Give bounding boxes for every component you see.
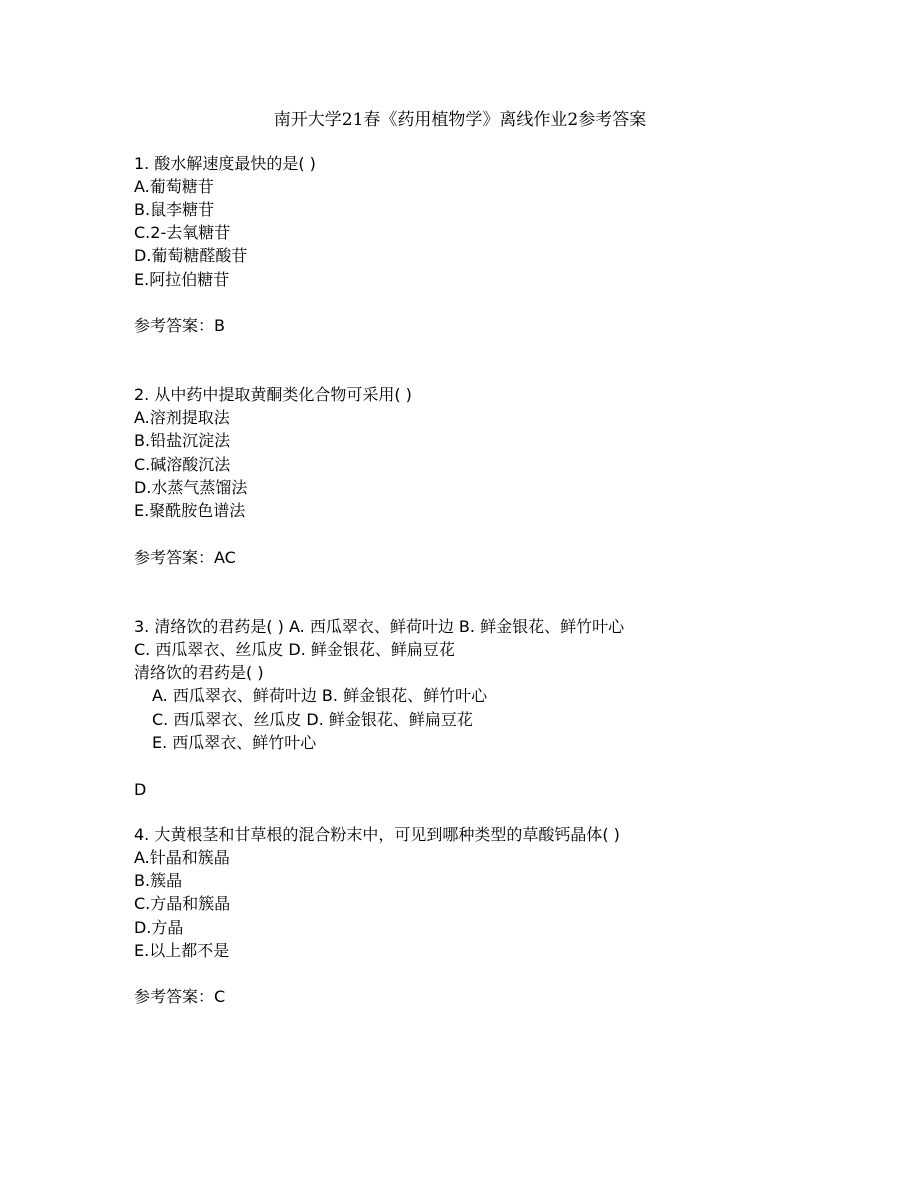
question-4-option-d: D.方晶: [134, 918, 184, 937]
question-3-option-ab: A. 西瓜翠衣、鲜荷叶边 B. 鲜金银花、鲜竹叶心: [152, 686, 488, 705]
question-2-option-c: C.碱溶酸沉法: [134, 455, 231, 474]
question-4-stem: 4. 大黄根茎和甘草根的混合粉末中，可见到哪种类型的草酸钙晶体( ): [134, 825, 620, 844]
question-2-option-a: A.溶剂提取法: [134, 408, 230, 427]
question-3-answer: D: [134, 780, 147, 799]
question-4-option-b: B.簇晶: [134, 871, 183, 890]
question-4-answer: 参考答案：C: [134, 987, 226, 1006]
question-4-option-c: C.方晶和簇晶: [134, 894, 231, 913]
question-2-option-e: E.聚酰胺色谱法: [134, 501, 246, 520]
question-2-option-d: D.水蒸气蒸馏法: [134, 478, 248, 497]
question-1-option-b: B.鼠李糖苷: [134, 200, 215, 219]
question-1-stem: 1. 酸水解速度最快的是( ): [134, 154, 316, 173]
question-3-option-e: E. 西瓜翠衣、鲜竹叶心: [152, 733, 317, 752]
question-2-answer: 参考答案：AC: [134, 548, 236, 567]
question-3-stem-line-2: C. 西瓜翠衣、丝瓜皮 D. 鲜金银花、鲜扁豆花: [134, 640, 455, 659]
question-3-option-cd: C. 西瓜翠衣、丝瓜皮 D. 鲜金银花、鲜扁豆花: [152, 710, 473, 729]
question-3-repeat-stem: 清络饮的君药是( ): [134, 663, 264, 682]
question-4-option-a: A.针晶和簇晶: [134, 848, 230, 867]
question-1-option-a: A.葡萄糖苷: [134, 177, 214, 196]
question-1-option-c: C.2-去氧糖苷: [134, 223, 231, 242]
question-2-stem: 2. 从中药中提取黄酮类化合物可采用( ): [134, 385, 412, 404]
question-1-option-e: E.阿拉伯糖苷: [134, 270, 230, 289]
question-1-answer: 参考答案：B: [134, 316, 225, 335]
question-1-option-d: D.葡萄糖醛酸苷: [134, 246, 248, 265]
document-title: 南开大学21春《药用植物学》离线作业2参考答案: [273, 110, 647, 130]
question-3-stem-line-1: 3. 清络饮的君药是( ) A. 西瓜翠衣、鲜荷叶边 B. 鲜金银花、鲜竹叶心: [134, 617, 625, 636]
question-4-option-e: E.以上都不是: [134, 941, 230, 960]
question-2-option-b: B.铅盐沉淀法: [134, 431, 231, 450]
